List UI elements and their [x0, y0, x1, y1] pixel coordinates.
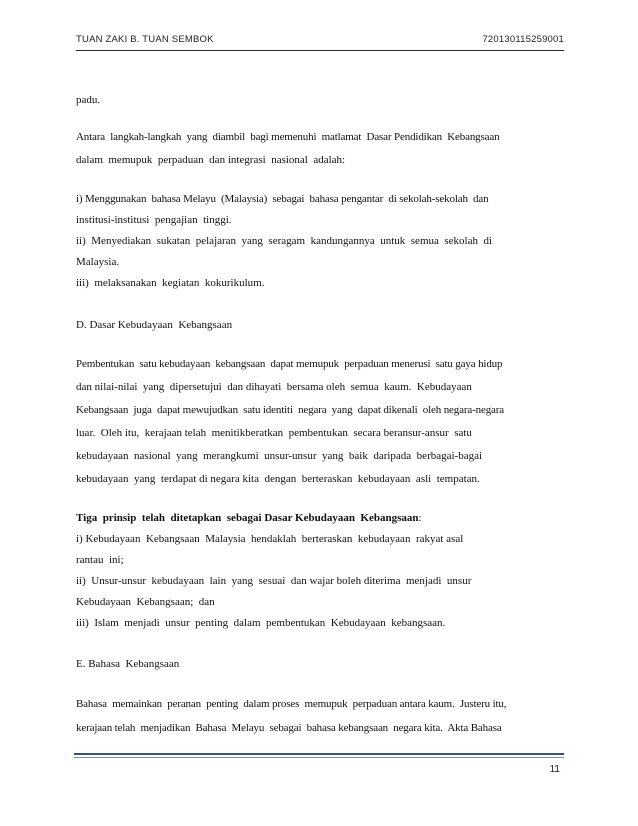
list-item: ii) Menyediakan sukatan pelajaran yang seragam kandungannya untuk semua sekolah di — [76, 235, 493, 247]
list-item-continuation: rantau ini; — [76, 554, 124, 566]
body-line: kerajaan telah menjadikan Bahasa Melayu sebagai bahasa kebangsaan negara kita. Akta Bahasa — [76, 722, 502, 734]
footer-divider-thin — [74, 757, 564, 758]
body-line: luar. Oleh itu, kerajaan telah menitikberatkan pembentukan secara beransur-ansur satu — [76, 427, 472, 439]
list-item: iii) melaksanakan kegiatan kokurikulum. — [76, 277, 265, 289]
list-item-continuation: institusi-institusi pengajian tinggi. — [76, 214, 232, 226]
principles-heading-bold: Tiga prinsip telah ditetapkan sebagai Dasar Kebudayaan Kebangsaan — [76, 512, 419, 524]
principles-heading — [76, 511, 422, 525]
header-id-number: 720130115259001 — [482, 34, 564, 45]
list-item: i) Menggunakan bahasa Melayu (Malaysia) sebagai bahasa pengantar di sekolah-sekolah dan — [76, 193, 489, 205]
body-line: dalam memupuk perpaduan dan integrasi nasional adalah: — [76, 154, 346, 166]
list-item: iii) Islam menjadi unsur penting dalam pembentukan Kebudayaan kebangsaan. — [76, 617, 446, 629]
section-heading-e: E. Bahasa Kebangsaan — [76, 658, 180, 670]
principles-heading-colon: : — [418, 512, 422, 524]
page-number: 11 — [549, 764, 560, 775]
list-item-continuation: Kebudayaan Kebangsaan; dan — [76, 596, 215, 608]
body-line: Kebangsaan juga dapat mewujudkan satu identiti negara yang dapat dikenali oleh negara-negara — [76, 404, 505, 416]
list-item-continuation: Malaysia. — [76, 256, 120, 268]
body-line: kebudayaan yang terdapat di negara kita dengan berteraskan kebudayaan asli tempatan. — [76, 473, 480, 485]
header-author: TUAN ZAKI B. TUAN SEMBOK — [76, 34, 214, 45]
section-heading-d: D. Dasar Kebudayaan Kebangsaan — [76, 319, 233, 331]
list-item: ii) Unsur-unsur kebudayaan lain yang sesuai dan wajar boleh diterima menjadi unsur — [76, 575, 472, 587]
body-line: Bahasa memainkan peranan penting dalam proses memupuk perpaduan antara kaum. Justeru itu, — [76, 698, 507, 710]
body-line: Pembentukan satu kebudayaan kebangsaan dapat memupuk perpaduan menerusi satu gaya hidup — [76, 358, 503, 370]
body-line: Antara langkah-langkah yang diambil bagi memenuhi matlamat Dasar Pendidikan Kebangsaan — [76, 131, 500, 143]
body-line: kebudayaan nasional yang merangkumi unsur-unsur yang baik daripada berbagai-bagai — [76, 450, 483, 462]
footer-divider — [74, 753, 564, 755]
list-item: i) Kebudayaan Kebangsaan Malaysia hendaklah berteraskan kebudayaan rakyat asal — [76, 533, 464, 545]
body-line: dan nilai-nilai yang dipersetujui dan dihayati bersama oleh semua kaum. Kebudayaan — [76, 381, 472, 393]
body-line: padu. — [76, 94, 101, 106]
